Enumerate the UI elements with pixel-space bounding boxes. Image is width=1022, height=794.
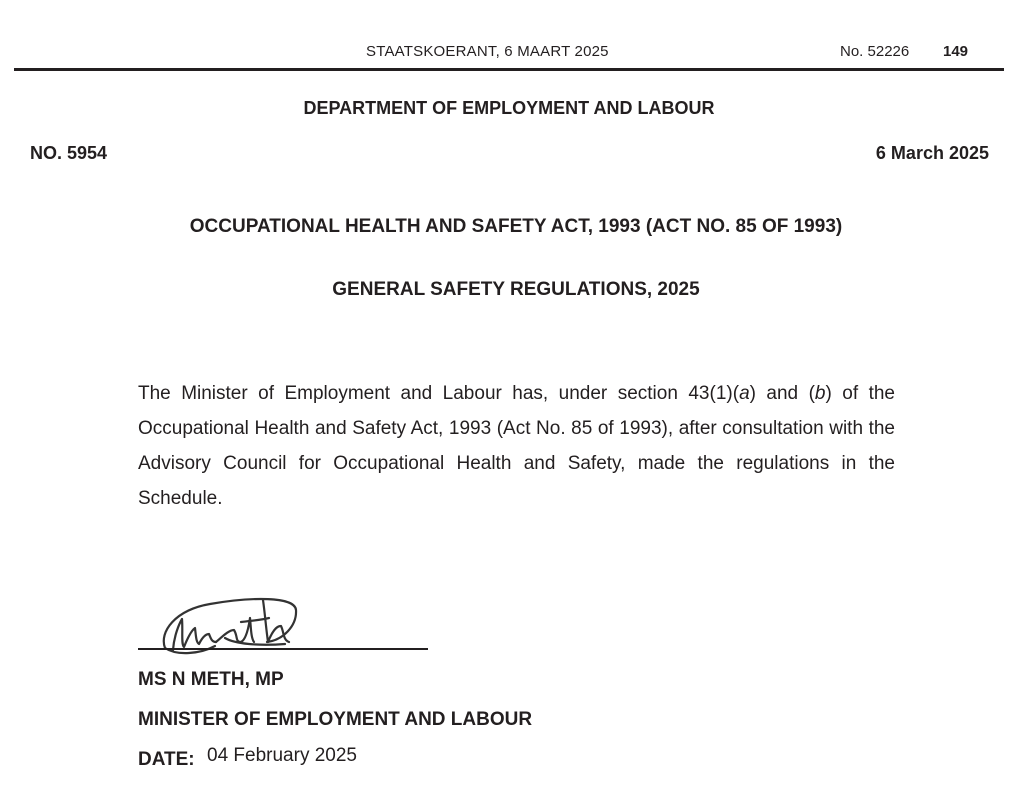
body-text-part: ) and ( (749, 383, 815, 404)
notice-date: 6 March 2025 (875, 143, 989, 163)
header-divider (14, 68, 1004, 71)
date-value: 04 February 2025 (207, 745, 357, 766)
page-number: 149 (943, 43, 969, 60)
body-text-italic: a (739, 383, 750, 404)
date-label: DATE: (138, 749, 195, 770)
signatory-name: MS N METH, MP (138, 669, 284, 690)
department-heading: DEPARTMENT OF EMPLOYMENT AND LABOUR (303, 98, 715, 118)
signature-line (138, 648, 428, 650)
body-text-part: ) of the Occupational Health and Safety Act, 1993 (Act No. 85 of 1993), after consultation with the Advisory Council for Occupational Health and Safety, made the regulations in the Schedule. (138, 383, 895, 509)
notice-number: NO. 5954 (30, 143, 108, 163)
regulation-title: GENERAL SAFETY REGULATIONS, 2025 (332, 279, 700, 300)
signatory-title: MINISTER OF EMPLOYMENT AND LABOUR (138, 709, 533, 730)
act-title: OCCUPATIONAL HEALTH AND SAFETY ACT, 1993 (ACT NO. 85 OF 1993) (189, 216, 843, 237)
body-text-italic: b (814, 383, 826, 404)
gazette-name: STAATSKOERANT, 6 MAART 2025 (366, 43, 609, 60)
notice-body (138, 376, 895, 516)
body-text-part: The Minister of Employment and Labour has, under section 43(1)( (138, 383, 740, 404)
gazette-number: No. 52226 (840, 43, 910, 60)
